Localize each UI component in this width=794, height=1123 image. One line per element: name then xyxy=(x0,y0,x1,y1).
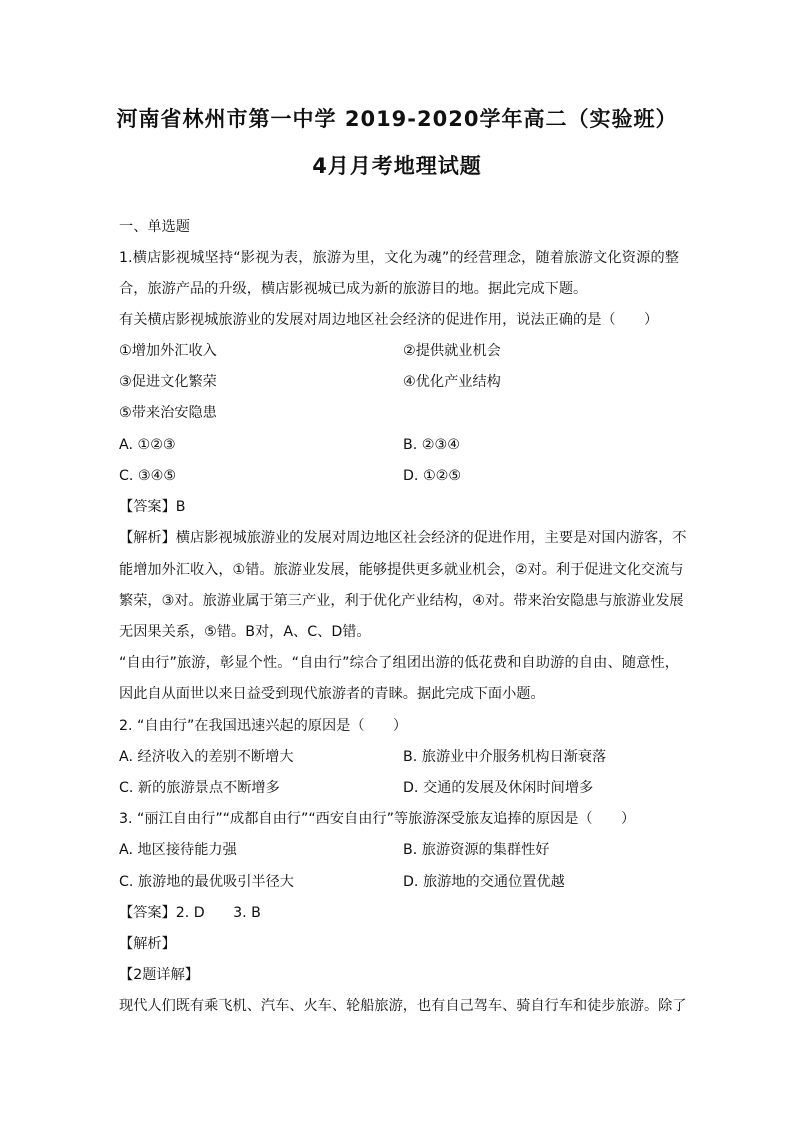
passage-line-2: 因此自从面世以来日益受到现代旅游者的青睐。据此完成下面小题。 xyxy=(119,686,545,702)
q1-question: 有关横店影视城旅游业的发展对周边地区社会经济的促进作用，说法正确的是（ ） xyxy=(119,312,659,328)
q1-stem-line-1: 1.横店影视城坚持“影视为表，旅游为里，文化为魂”的经营理念，随着旅游文化资源的整 xyxy=(119,250,679,266)
passage-line-1: “自由行”旅游，彰显个性。“自由行”综合了组团出游的低花费和自助游的自由、随意性， xyxy=(119,655,679,671)
q2-option-d: D. 交通的发展及休闲时间增多 xyxy=(403,780,594,796)
q1-stem-line-2: 合，旅游产品的升级，横店影视城已成为新的旅游目的地。据此完成下题。 xyxy=(119,281,588,297)
q1-option-c: C. ③④⑤ xyxy=(119,468,177,484)
q1-analysis-line-2: 能增加外汇收入，①错。旅游业发展，能够提供更多就业机会，②对。利于促进文化交流与 xyxy=(119,562,684,578)
q3-option-d: D. 旅游地的交通位置优越 xyxy=(403,874,565,890)
q1-option-a: A. ①②③ xyxy=(119,437,176,453)
q1-option-d: D. ①②⑤ xyxy=(403,468,462,484)
q1-item-2: ②提供就业机会 xyxy=(403,343,501,359)
q3-stem: 3. “丽江自由行”“成都自由行”“西安自由行”等旅游深受旅友追捧的原因是（ ） xyxy=(119,811,636,827)
q1-option-b: B. ②③④ xyxy=(403,437,460,453)
detail-2-label: 【2题详解】 xyxy=(119,967,199,983)
title-line-1: 河南省林州市第一中学 2019-2020学年高二（实验班） xyxy=(116,107,678,131)
q3-option-a: A. 地区接待能力强 xyxy=(119,842,237,858)
q1-analysis-line-1: 【解析】横店影视城旅游业的发展对周边地区社会经济的促进作用，主要是对国内游客，不 xyxy=(119,530,687,546)
q1-analysis-line-3: 繁荣，③对。旅游业属于第三产业，利于优化产业结构，④对。带来治安隐患与旅游业发展 xyxy=(119,593,684,609)
q1-item-4: ④优化产业结构 xyxy=(403,374,501,390)
title-line-2: 4月月考地理试题 xyxy=(312,154,482,178)
q1-item-5: ⑤带来治安隐患 xyxy=(119,405,217,421)
analysis-label: 【解析】 xyxy=(119,936,176,952)
q2-option-a: A. 经济收入的差别不断增大 xyxy=(119,749,294,765)
q2-q3-answer: 【答案】2. D 3. B xyxy=(119,905,261,921)
q3-option-b: B. 旅游资源的集群性好 xyxy=(403,842,550,858)
q1-item-1: ①增加外汇收入 xyxy=(119,343,217,359)
section-heading: 一、单选题 xyxy=(119,219,190,235)
q2-option-b: B. 旅游业中介服务机构日渐衰落 xyxy=(403,749,607,765)
q1-answer: 【答案】B xyxy=(119,499,186,515)
q1-analysis-line-4: 无因果关系，⑤错。B对，A、C、D错。 xyxy=(119,624,371,640)
q1-item-3: ③促进文化繁荣 xyxy=(119,374,217,390)
q3-option-c: C. 旅游地的最优吸引半径大 xyxy=(119,874,294,890)
q2-option-c: C. 新的旅游景点不断增多 xyxy=(119,780,280,796)
detail-2-text: 现代人们既有乘飞机、汽车、火车、轮船旅游，也有自己驾车、骑自行车和徒步旅游。除了 xyxy=(119,998,687,1014)
q2-stem: 2. “自由行”在我国迅速兴起的原因是（ ） xyxy=(119,718,408,734)
